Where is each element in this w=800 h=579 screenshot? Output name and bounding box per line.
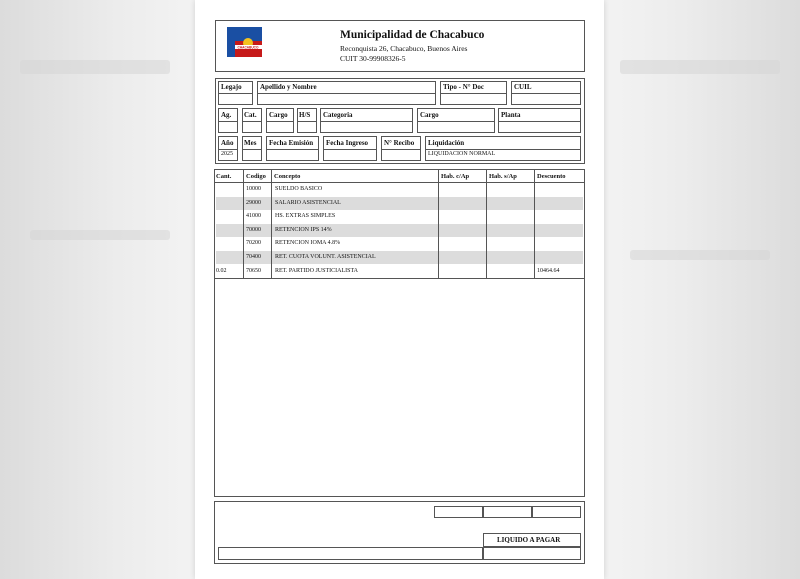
row-concepto: SUELDO BASICO — [275, 186, 323, 192]
fecha-ingreso-value — [323, 149, 377, 161]
header-descuento: Descuento — [537, 173, 566, 180]
cat-label: Cat. — [244, 111, 257, 119]
cuil-value — [511, 93, 581, 105]
mes-value — [242, 149, 262, 161]
header-codigo: Codigo — [246, 173, 266, 180]
amount-in-words — [218, 547, 483, 560]
row-descuento: 10464.64 — [537, 268, 560, 274]
recibo-label: N° Recibo — [384, 139, 415, 147]
cuil-label: CUIL — [514, 83, 532, 91]
background-blur — [30, 230, 170, 240]
cargo2-label: Cargo — [420, 111, 439, 119]
row-codigo: 70200 — [246, 240, 261, 246]
tipo-doc-label: Tipo - N° Doc — [443, 83, 484, 91]
liquido-label: LIQUIDO A PAGAR — [497, 536, 561, 544]
ag-value — [218, 121, 238, 133]
col-divider — [534, 169, 535, 279]
header-concepto: Concepto — [274, 173, 301, 180]
row-codigo: 10000 — [246, 186, 261, 192]
categoria-value — [320, 121, 413, 133]
fecha-emision-label: Fecha Emisión — [269, 139, 314, 147]
row-codigo: 70400 — [246, 254, 261, 260]
legajo-value — [218, 93, 253, 105]
tipo-doc-value — [440, 93, 507, 105]
org-address: Reconquista 26, Chacabuco, Buenos Aires — [340, 44, 468, 53]
row-concepto: RET. PARTIDO JUSTICIALISTA — [275, 268, 358, 274]
table-rows-bottom-line — [214, 278, 585, 279]
liquidacion-value: LIQUIDACION NORMAL — [428, 151, 496, 157]
recibo-value — [381, 149, 421, 161]
row-concepto: SALARIO ASISTENCIAL — [275, 200, 341, 206]
org-name: Municipalidad de Chacabuco — [340, 29, 485, 41]
ag-label: Ag. — [221, 111, 232, 119]
col-divider — [271, 169, 272, 279]
logo-text: CHACABUCO — [237, 45, 259, 50]
planta-value — [498, 121, 581, 133]
anio-label: Año — [221, 139, 234, 147]
categoria-label: Categoria — [323, 111, 353, 119]
anio-value: 2025 — [221, 151, 233, 157]
total-hab-cap — [434, 506, 483, 518]
table-header-line — [214, 182, 585, 183]
row-concepto: RETENCION IOMA 4.8% — [275, 240, 341, 246]
row-codigo: 70650 — [246, 268, 261, 274]
liquidacion-label: Liquidación — [428, 139, 465, 147]
total-descuento — [532, 506, 581, 518]
legajo-label: Legajo — [221, 83, 242, 91]
col-divider — [486, 169, 487, 279]
mes-label: Mes — [244, 139, 257, 147]
municipality-logo — [226, 26, 263, 58]
concepts-table — [214, 169, 585, 497]
row-concepto: RET. CUOTA VOLUNT. ASISTENCIAL — [275, 254, 376, 260]
org-cuit: CUIT 30-99908326-5 — [340, 54, 406, 63]
cat-value — [242, 121, 262, 133]
hs-value — [297, 121, 317, 133]
background-blur — [20, 60, 170, 74]
row-codigo: 29000 — [246, 200, 261, 206]
liquido-value — [483, 547, 581, 560]
cargo-value — [266, 121, 294, 133]
background-left — [0, 0, 195, 579]
row-concepto: HS. EXTRAS SIMPLES — [275, 213, 336, 219]
fecha-ingreso-label: Fecha Ingreso — [326, 139, 369, 147]
row-cant: 0.02 — [216, 268, 227, 274]
background-blur — [630, 250, 770, 260]
apellido-value — [257, 93, 436, 105]
planta-label: Planta — [501, 111, 521, 119]
col-divider — [243, 169, 244, 279]
cargo2-value — [417, 121, 495, 133]
header-hab-sap: Hab. s/Ap — [489, 173, 517, 180]
total-hab-sap — [483, 506, 532, 518]
row-codigo: 70000 — [246, 227, 261, 233]
fecha-emision-value — [266, 149, 319, 161]
row-codigo: 41000 — [246, 213, 261, 219]
header-cant: Cant. — [216, 173, 232, 180]
background-right — [604, 0, 800, 579]
cargo-label: Cargo — [269, 111, 288, 119]
row-concepto: RETENCION IPS 14% — [275, 227, 332, 233]
col-divider — [438, 169, 439, 279]
background-blur — [620, 60, 780, 74]
header-hab-cap: Hab. c/Ap — [441, 173, 470, 180]
apellido-label: Apellido y Nombre — [260, 83, 317, 91]
hs-label: H/S — [299, 111, 311, 119]
